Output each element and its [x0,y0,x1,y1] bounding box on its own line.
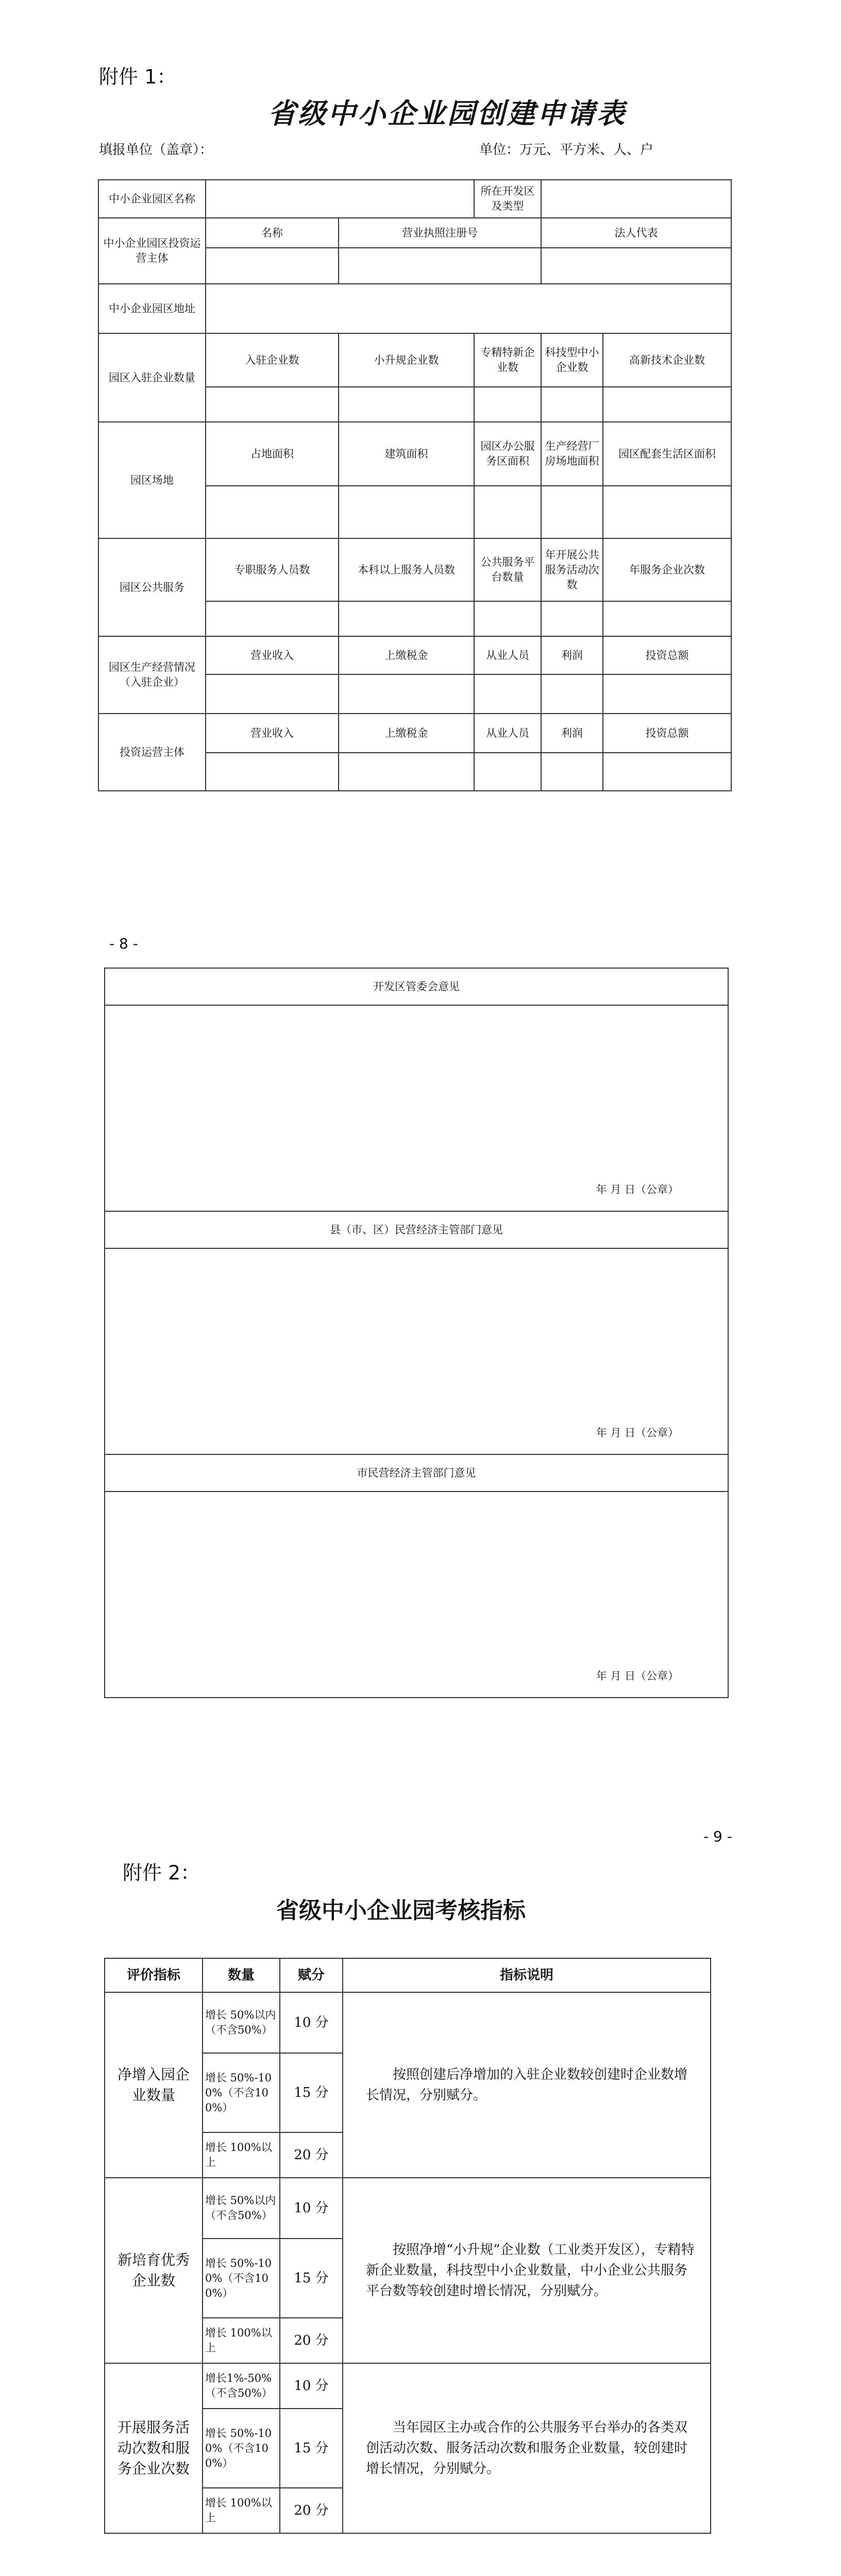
park-name-label: 中小企业园区名称 [98,180,206,218]
svc-col: 年服务企业次数 [603,538,731,601]
svc-value[interactable] [603,601,731,636]
header-cell: 赋分 [280,1958,343,1992]
indicator-score: 15 分 [280,2409,343,2488]
indicator-score: 20 分 [280,2132,343,2178]
inv-value[interactable] [474,753,541,791]
land-col: 园区办公服务区面积 [474,422,541,486]
indicator-qty: 增长 100%以上 [203,2488,280,2533]
opinion-date: 年 月 日（公章） [105,1005,728,1211]
ent-value[interactable] [339,387,474,422]
svc-value[interactable] [474,601,541,636]
land-value[interactable] [474,486,541,538]
indicator-score: 10 分 [280,2363,343,2409]
land-value[interactable] [339,486,474,538]
opinion-title: 县（市、区）民营经济主管部门意见 [105,1211,728,1248]
indicator-qty: 增长 50%-100%（不含100%） [203,2239,280,2318]
op-value[interactable] [541,674,603,714]
attachment-label: 附件 2： [123,1861,200,1884]
op-col: 从业人员 [474,636,541,674]
land-col: 建筑面积 [339,422,474,486]
indicator-score: 20 分 [280,2488,343,2533]
filler-label: 填报单位（盖章）： [99,142,213,158]
indicator-name: 新培育优秀企业数 [105,2178,203,2363]
indicator-score: 20 分 [280,2318,343,2363]
unit-label: 单位：万元、平方米、人、户 [479,142,654,158]
indicator-score: 10 分 [280,2178,343,2239]
inv-value[interactable] [541,753,603,791]
ent-value[interactable] [206,387,339,422]
investor-license-value[interactable] [339,248,541,284]
enterprises-label: 园区入驻企业数量 [98,333,206,422]
opinion-date: 年 月 日（公章） [105,1492,728,1698]
opinion-date: 年 月 日（公章） [105,1248,728,1454]
indicator-name: 开展服务活动次数和服务企业次数 [105,2363,203,2533]
land-col: 园区配套生活区面积 [603,422,731,486]
page-number: - 8 - [109,935,138,952]
land-col: 占地面积 [206,422,339,486]
svc-col: 年开展公共服务活动次数 [541,538,603,601]
services-label: 园区公共服务 [98,538,206,636]
opinion-table [104,968,729,1698]
op-value[interactable] [474,674,541,714]
address-value[interactable] [206,284,731,333]
svc-value[interactable] [206,601,339,636]
inv-col: 上缴税金 [339,714,474,753]
inv-col: 投资总额 [603,714,731,753]
application-table [98,179,732,791]
ent-col: 科技型中小企业数 [541,333,603,387]
op-col: 投资总额 [603,636,731,674]
indicator-desc: 当年园区主办或合作的公共服务平台举办的各类双创活动次数、服务活动次数和服务企业数量，较创建时增长情况，分别赋分。 [343,2363,711,2533]
indicator-table [104,1958,711,2534]
ent-col: 专精特新企业数 [474,333,541,387]
indicator-name: 净增入园企业数量 [105,1992,203,2178]
investor-name-header: 名称 [206,218,339,248]
op-col: 上缴税金 [339,636,474,674]
inv-col: 营业收入 [206,714,339,753]
indicator-qty: 增长 50%以内（不含50%） [203,1992,280,2053]
op-value[interactable] [339,674,474,714]
investor-legal-header: 法人代表 [541,218,731,248]
header-cell: 数量 [203,1958,280,1992]
inv-value[interactable] [603,753,731,791]
park-name-value[interactable] [206,180,474,218]
ent-col: 入驻企业数 [206,333,339,387]
svc-value[interactable] [541,601,603,636]
investor-ops-label: 投资运营主体 [98,714,206,791]
opinion-title: 市民营经济主管部门意见 [105,1454,728,1492]
investor-name-value[interactable] [206,248,339,284]
inv-col: 从业人员 [474,714,541,753]
svc-col: 本科以上服务人员数 [339,538,474,601]
indicator-qty: 增长 50%以内（不含50%） [203,2178,280,2239]
page-number: - 9 - [703,1828,732,1845]
investor-label: 中小企业园区投资运营主体 [98,218,206,284]
indicator-qty: 增长 100%以上 [203,2132,280,2178]
land-value[interactable] [603,486,731,538]
op-value[interactable] [603,674,731,714]
indicator-desc: 按照净增“小升规”企业数（工业类开发区），专精特新企业数量，科技型中小企业数量，中小企业公共服务平台数等较创建时增长情况，分别赋分。 [343,2178,711,2363]
indicator-desc: 按照创建后净增加的入驻企业数较创建时企业数增长情况，分别赋分。 [343,1992,711,2178]
land-label: 园区场地 [98,422,206,538]
header-cell: 评价指标 [105,1958,203,1992]
indicator-score: 15 分 [280,2053,343,2132]
indicator-qty: 增长1%-50%（不含50%） [203,2363,280,2409]
investor-legal-value[interactable] [541,248,731,284]
inv-value[interactable] [206,753,339,791]
op-col: 营业收入 [206,636,339,674]
ent-value[interactable] [541,387,603,422]
indicator-score: 10 分 [280,1992,343,2053]
page-title: 省级中小企业园考核指标 [276,1897,526,1924]
land-value[interactable] [541,486,603,538]
land-value[interactable] [206,486,339,538]
address-label: 中小企业园区地址 [98,284,206,333]
ent-value[interactable] [603,387,731,422]
inv-value[interactable] [339,753,474,791]
svc-value[interactable] [339,601,474,636]
dev-zone-label: 所在开发区及类型 [474,180,541,218]
ent-value[interactable] [474,387,541,422]
indicator-qty: 增长 50%-100%（不含100%） [203,2053,280,2132]
svc-col: 专职服务人员数 [206,538,339,601]
investor-license-header: 营业执照注册号 [339,218,541,248]
inv-col: 利润 [541,714,603,753]
indicator-qty: 增长 100%以上 [203,2318,280,2363]
operation-label: 园区生产经营情况（入驻企业） [98,636,206,714]
dev-zone-value[interactable] [541,180,731,218]
svc-col: 公共服务平台数量 [474,538,541,601]
indicator-score: 15 分 [280,2239,343,2318]
header-cell: 指标说明 [343,1958,711,1992]
op-value[interactable] [206,674,339,714]
page-title: 省级中小企业园创建申请表 [268,97,627,130]
attachment-label: 附件 1： [99,65,177,88]
ent-col: 高新技术企业数 [603,333,731,387]
land-col: 生产经营厂房场地面积 [541,422,603,486]
indicator-qty: 增长 50%-100%（不含100%） [203,2409,280,2488]
ent-col: 小升规企业数 [339,333,474,387]
op-col: 利润 [541,636,603,674]
opinion-title: 开发区管委会意见 [105,968,728,1005]
